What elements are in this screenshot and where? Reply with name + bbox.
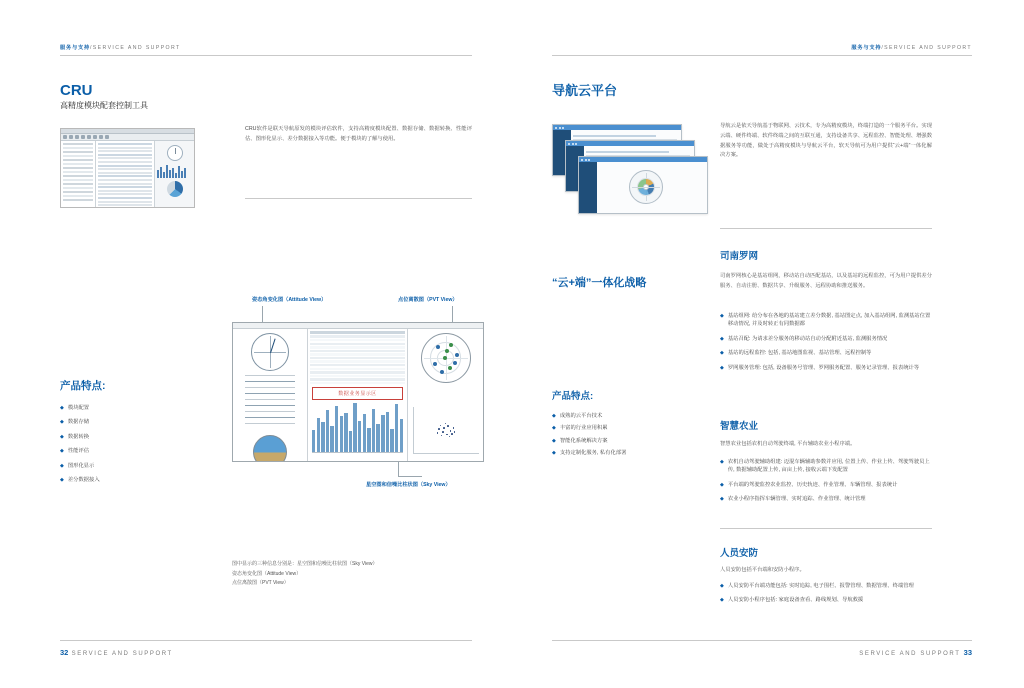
legend-line: 点位离散图（PVT View）	[232, 580, 289, 586]
list-item	[60, 462, 210, 470]
list-item	[720, 349, 935, 357]
list-item	[60, 447, 210, 455]
screenshot-toolbar	[61, 134, 194, 141]
radar-chart	[629, 170, 663, 204]
list-item-label: 支持定制化服务, 私有化部署	[559, 450, 627, 457]
mini-bar-chart	[157, 164, 192, 178]
window-sidebar	[579, 162, 597, 213]
cru-features-title: 产品特点:	[60, 380, 106, 392]
attitude-ladder	[239, 373, 301, 429]
data-table-panel	[308, 329, 408, 461]
section-intro-smart-agriculture: 智慧农业包括农机自动驾驶终端, 平台辅助农业小程序端。	[720, 441, 856, 447]
snr-bar-chart	[312, 398, 403, 453]
cru-intro-paragraph: CRU软件是联天导航原发的模块评估软件，支持高精度模块配置、数据存储、数据转换、性能评估、图形化显示、差分数据接入等功能。便于模块的了解与使用。	[245, 126, 472, 142]
list-item	[720, 495, 935, 503]
diamond-bullet-icon: ◆	[720, 583, 724, 589]
pvt-scatter-plot	[413, 407, 479, 455]
attitude-dial-icon	[251, 333, 289, 371]
list-item	[720, 312, 935, 329]
leader-line-sky-h	[398, 476, 422, 477]
section-title-sinan-network: 司南罗网	[720, 251, 759, 262]
section-title-personnel-security: 人员安防	[720, 548, 759, 559]
list-item	[60, 433, 210, 441]
list-item-label: 丰富的行业应用积累	[559, 425, 608, 432]
gnss-monitor-figure	[232, 322, 484, 462]
diamond-bullet-icon: ◆	[552, 425, 556, 432]
list-item-label: 智能化系统解决方案	[559, 437, 608, 444]
legend-line: 图中显示的三种信息分别是：星空图和信噪比柱状图（Sky View）	[232, 561, 378, 567]
list-item	[552, 424, 712, 432]
folio-right	[859, 648, 972, 657]
footer-rule-left	[60, 640, 472, 641]
page-number: 33	[963, 648, 972, 657]
running-head-cn: 服务与支持	[851, 45, 882, 51]
left-rule-1	[245, 198, 472, 199]
list-item-label: 农业小程序指挥车辆管理、实时追踪、作业管理、统计管理	[727, 496, 866, 503]
list-item	[720, 481, 935, 489]
running-head-left	[60, 44, 181, 51]
callout-pvt-view: 点位离散图（PVT View）	[398, 297, 458, 303]
callout-attitude-view: 姿态角变化图（Attitude View）	[252, 297, 327, 303]
list-item-label: 图形化显示	[67, 462, 95, 469]
callout-sky-view: 星空图和信噪比柱状图（Sky View）	[366, 482, 451, 488]
diamond-bullet-icon: ◆	[720, 313, 724, 319]
running-head-rule	[552, 55, 972, 56]
data-service-display-band: 数据业务显示区	[312, 387, 403, 400]
list-item-label: 基站组网: 给分布在各地的基站建立差分数据, 基站图定点, 加入基站组网, 监测基站位置移动情况, 并及时转正有同数据都	[727, 313, 931, 328]
diamond-bullet-icon: ◆	[720, 335, 724, 342]
strategy-features-title: 产品特点:	[552, 391, 594, 402]
diamond-bullet-icon: ◆	[552, 413, 556, 419]
list-item	[60, 476, 210, 484]
list-item-label: 平台端的驾驶监控农业监控、历史轨迹、作业管理、车辆管理、报表统计	[727, 481, 898, 488]
footer-rule-right	[552, 640, 972, 641]
right-rule-2	[720, 528, 932, 529]
attitude-view-panel	[233, 329, 308, 461]
screenshot-center-pane	[96, 141, 155, 207]
list-item	[720, 582, 935, 590]
list-item	[552, 412, 712, 420]
diamond-bullet-icon: ◆	[720, 459, 724, 465]
right-page	[512, 0, 1024, 688]
figure-body	[233, 329, 483, 461]
right-rule-1	[720, 228, 932, 229]
compass-dial-icon	[167, 145, 183, 161]
list-item-label: 人员安防平台端功能包括: 实时追踪, 电子围栏、报警管理、数据管理、终端管理	[727, 583, 914, 589]
page-subtitle-cru: 高精度模块配套控制工具	[60, 101, 148, 110]
page-title-cru: CRU	[60, 82, 93, 99]
list-item-label: 基站召配: 为请求差分服务的移动站自动分配附近基站, 监测服务情况	[727, 335, 888, 342]
section-bullets-personnel-security	[720, 582, 935, 611]
running-head-en: /SERVICE AND SUPPORT	[881, 45, 972, 51]
diamond-bullet-icon: ◆	[60, 448, 64, 455]
screenshot-right-pane	[154, 141, 194, 207]
diamond-bullet-icon: ◆	[60, 433, 64, 440]
list-item-label: 成熟的云平台技术	[559, 413, 603, 419]
cru-software-screenshot	[60, 128, 195, 208]
list-item-label: 人员安防小程序包括: 家庭设备查看、路线规划、导航救援	[727, 597, 864, 604]
page-number: 32	[60, 648, 69, 657]
list-item-label: 数据存储	[67, 419, 90, 426]
diamond-bullet-icon: ◆	[720, 481, 724, 488]
list-item	[552, 437, 712, 445]
leader-line-sky-v	[398, 462, 399, 476]
section-title-smart-agriculture: 智慧农业	[720, 421, 759, 432]
running-head-cn: 服务与支持	[60, 45, 90, 51]
section-intro-sinan-network: 司南罗网核心是基站组网，移动站自动匹配基站，以及基站的远程监控，可为用户提供差分服务、自动注册、数据共享、升级服务、远程协助和推送服务。	[720, 273, 932, 289]
pie-chart	[167, 181, 183, 197]
list-item	[720, 458, 935, 475]
list-item	[720, 364, 935, 372]
leader-line-attitude	[262, 306, 263, 322]
diamond-bullet-icon: ◆	[720, 496, 724, 503]
list-item-label: 农机自动驾驶辅助组建: 迈混车辆辅助参数并应用, 位置上传、作业上传、驾驶驾驶员上传, 数据辅助配置上传, 亩亩上传, 接收云端下发配置	[727, 459, 930, 474]
list-item-label: 差分数据接入	[67, 477, 100, 484]
screenshot-body	[61, 141, 194, 207]
sky-and-pvt-panel	[408, 329, 483, 461]
folio-left	[60, 648, 173, 657]
list-item-label: 性能评估	[67, 448, 90, 455]
list-item	[60, 404, 210, 412]
sky-view-plot	[421, 333, 471, 383]
list-item	[60, 418, 210, 426]
diamond-bullet-icon: ◆	[720, 364, 724, 371]
figure-legend	[232, 560, 482, 589]
cru-features-list	[60, 404, 210, 491]
running-head-en: /SERVICE AND SUPPORT	[89, 45, 181, 51]
window-content	[579, 162, 707, 213]
globe-icon	[253, 435, 287, 462]
diamond-bullet-icon: ◆	[60, 419, 64, 426]
list-item-label: 数据转换	[67, 433, 90, 440]
running-head-rule	[60, 55, 472, 56]
diamond-bullet-icon: ◆	[720, 350, 724, 357]
strategy-features-list	[552, 412, 712, 462]
section-intro-personnel-security: 人员安防包括平台端和安防小程序。	[720, 567, 805, 573]
running-head-right	[851, 44, 972, 51]
screenshot-left-pane	[61, 141, 96, 207]
list-item	[720, 335, 935, 343]
cloud-window-front	[578, 156, 708, 214]
leader-line-pvt	[452, 306, 453, 322]
cloud-intro-paragraph: 导航云是依天导航基于物联网、云技术，专为高精度模块，终端打造的一个服务平台。实现云端、硬件终端、软件终端之间的互联互通，支持设备共享、远程监控、智能处理、增强数据服务等功能，做处于高精度模块与导航云平台，软天导航可为用户提供“云+端”一体化解决方案。	[720, 123, 932, 159]
list-item-label: 模块配置	[67, 405, 90, 411]
list-item	[552, 449, 712, 457]
legend-line: 姿态角变化图（Attitude View）	[232, 570, 302, 577]
folio-text: SERVICE AND SUPPORT	[859, 651, 961, 657]
strategy-title: “云+端”一体化战略	[552, 277, 647, 289]
list-item-label: 基站的远程监控: 包括, 基站地图监视、基站管理、远程控制等	[727, 350, 872, 357]
satellite-data-table	[308, 329, 407, 387]
diamond-bullet-icon: ◆	[552, 450, 556, 457]
section-bullets-sinan-network	[720, 312, 935, 378]
diamond-bullet-icon: ◆	[552, 437, 556, 444]
section-bullets-smart-agriculture	[720, 458, 935, 510]
page-title-cloud-platform: 导航云平台	[552, 83, 618, 98]
diamond-bullet-icon: ◆	[60, 477, 64, 484]
list-item	[720, 596, 935, 604]
list-item-label: 罗网服务管理: 包括, 设备服务号管理、罗网服务配置、服务记录管理、报表统计等	[727, 364, 920, 371]
diamond-bullet-icon: ◆	[720, 597, 724, 604]
diamond-bullet-icon: ◆	[60, 462, 64, 469]
folio-text: SERVICE AND SUPPORT	[71, 651, 173, 657]
diamond-bullet-icon: ◆	[60, 405, 64, 411]
